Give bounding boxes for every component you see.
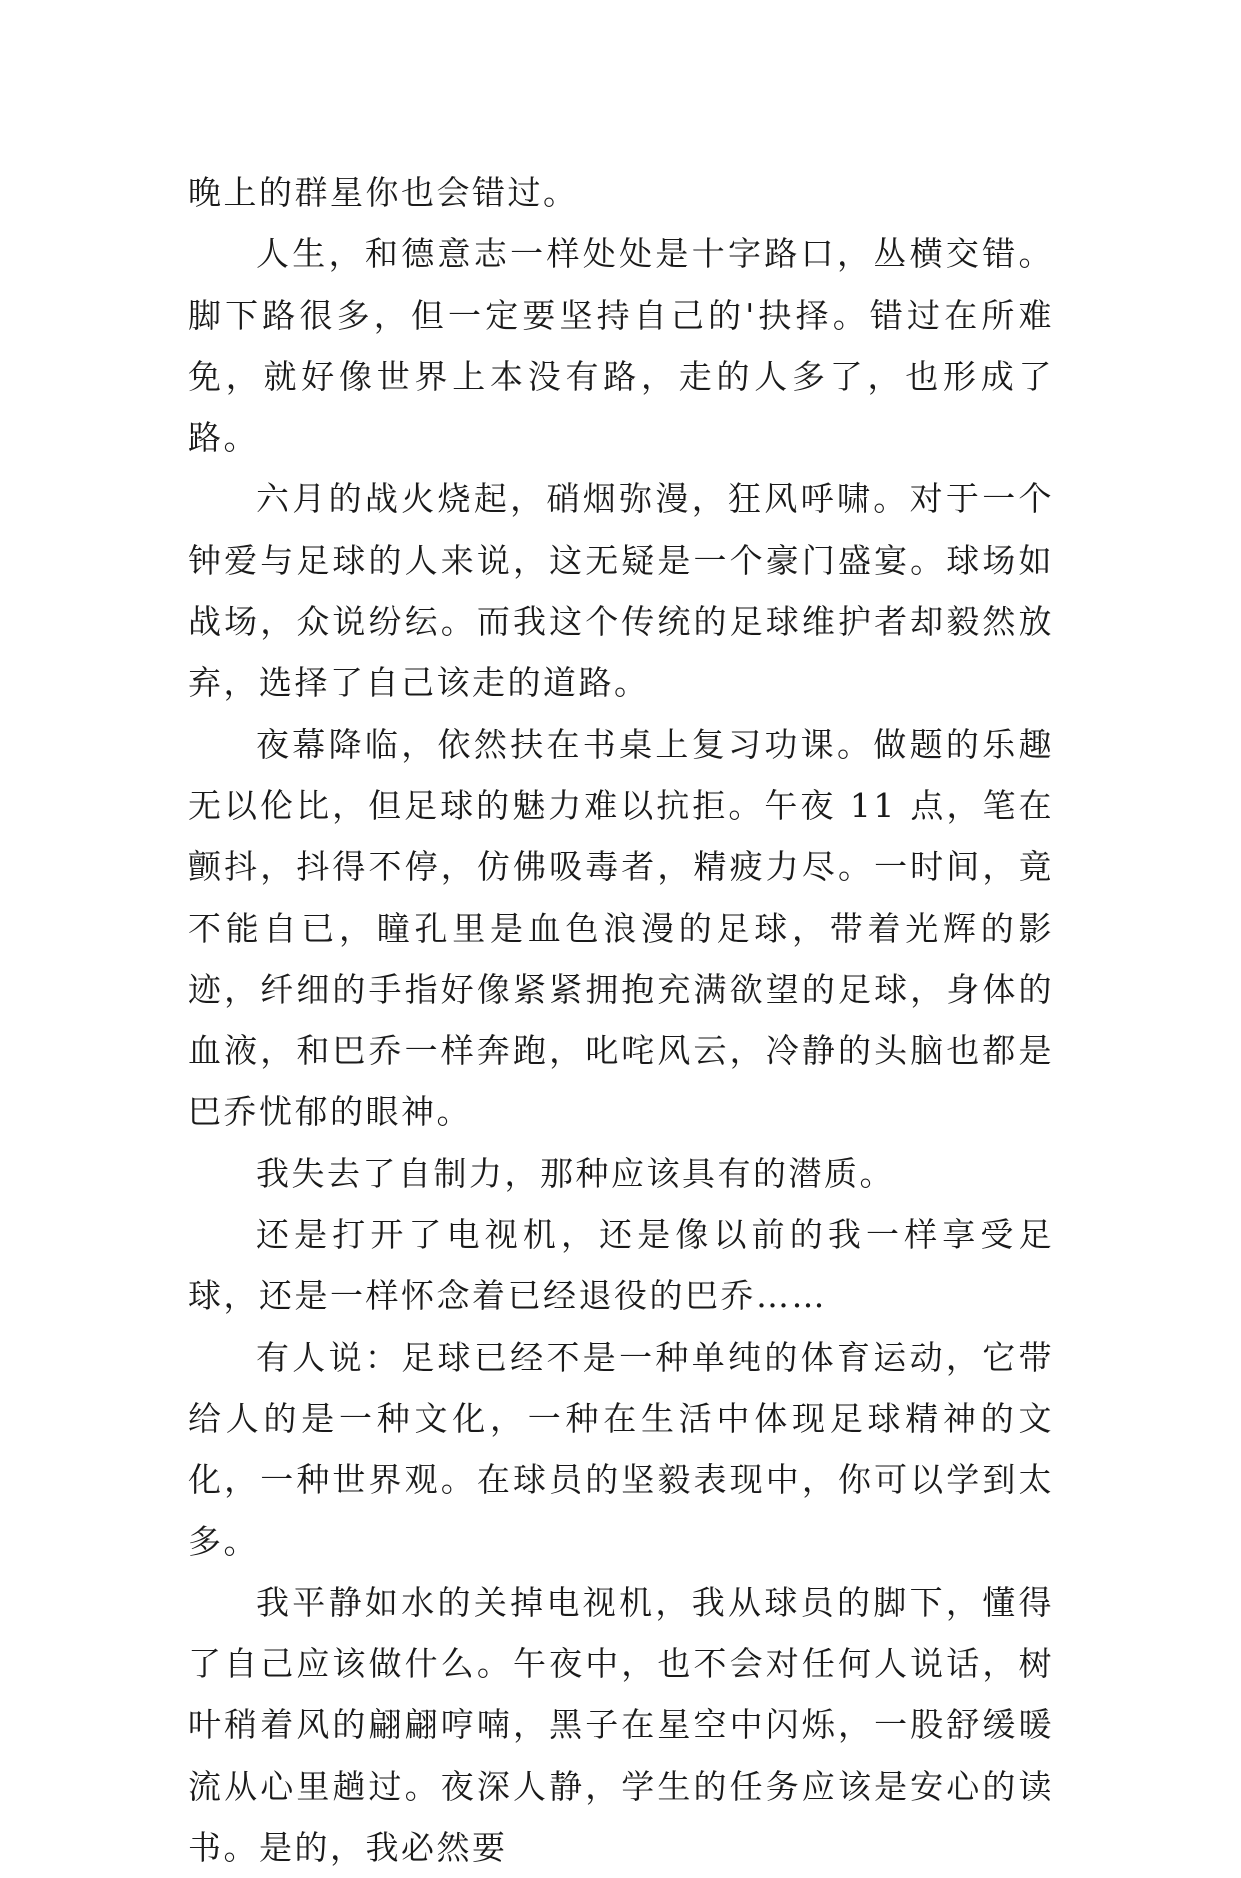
paragraph-3: 六月的战火烧起，硝烟弥漫，狂风呼啸。对于一个钟爱与足球的人来说，这无疑是一个豪门盛宴。球场如战场，众说纷纭。而我这个传统的足球维护者却毅然放弃，选择了自己该走的道路。 xyxy=(188,479,1054,703)
paragraph-1: 晚上的群星你也会错过。 xyxy=(188,173,579,212)
paragraph-2: 人生，和德意志一样处处是十字路口，丛横交错。脚下路很多，但一定要坚持自己的'抉择。错过在所难免，就好像世界上本没有路，走的人多了，也形成了路。 xyxy=(188,234,1054,458)
paragraph-4: 夜幕降临，依然扶在书桌上复习功课。做题的乐趣无以伦比，但足球的魅力难以抗拒。午夜 11 点，笔在颤抖，抖得不停，仿佛吸毒者，精疲力尽。一时间，竟不能自已，瞳孔里是血色浪漫的足球，带着光辉的影迹，纤细的手指好像紧紧拥抱充满欲望的足球，身体的血液，和巴乔一样奔跑，叱咤风云，冷静的头脑也都是巴乔忧郁的眼神。 xyxy=(188,724,1054,1132)
document-body xyxy=(188,162,1054,1878)
paragraph-8: 我平静如水的关掉电视机，我从球员的脚下，懂得了自己应该做什么。午夜中，也不会对任何人说话，树叶稍着风的翩翩哼喃，黑子在星空中闪烁，一股舒缓暖流从心里趟过。夜深人静，学生的任务应该是安心的读书。是的，我必然要 xyxy=(188,1582,1054,1868)
paragraph-5: 我失去了自制力，那种应该具有的潜质。 xyxy=(256,1153,895,1193)
paragraph-7: 有人说：足球已经不是一种单纯的体育运动，它带给人的是一种文化，一种在生活中体现足球精神的文化，一种世界观。在球员的坚毅表现中，你可以学到太多。 xyxy=(188,1337,1054,1561)
paragraph-6: 还是打开了电视机，还是像以前的我一样享受足球，还是一样怀念着已经退役的巴乔…… xyxy=(188,1215,1054,1316)
